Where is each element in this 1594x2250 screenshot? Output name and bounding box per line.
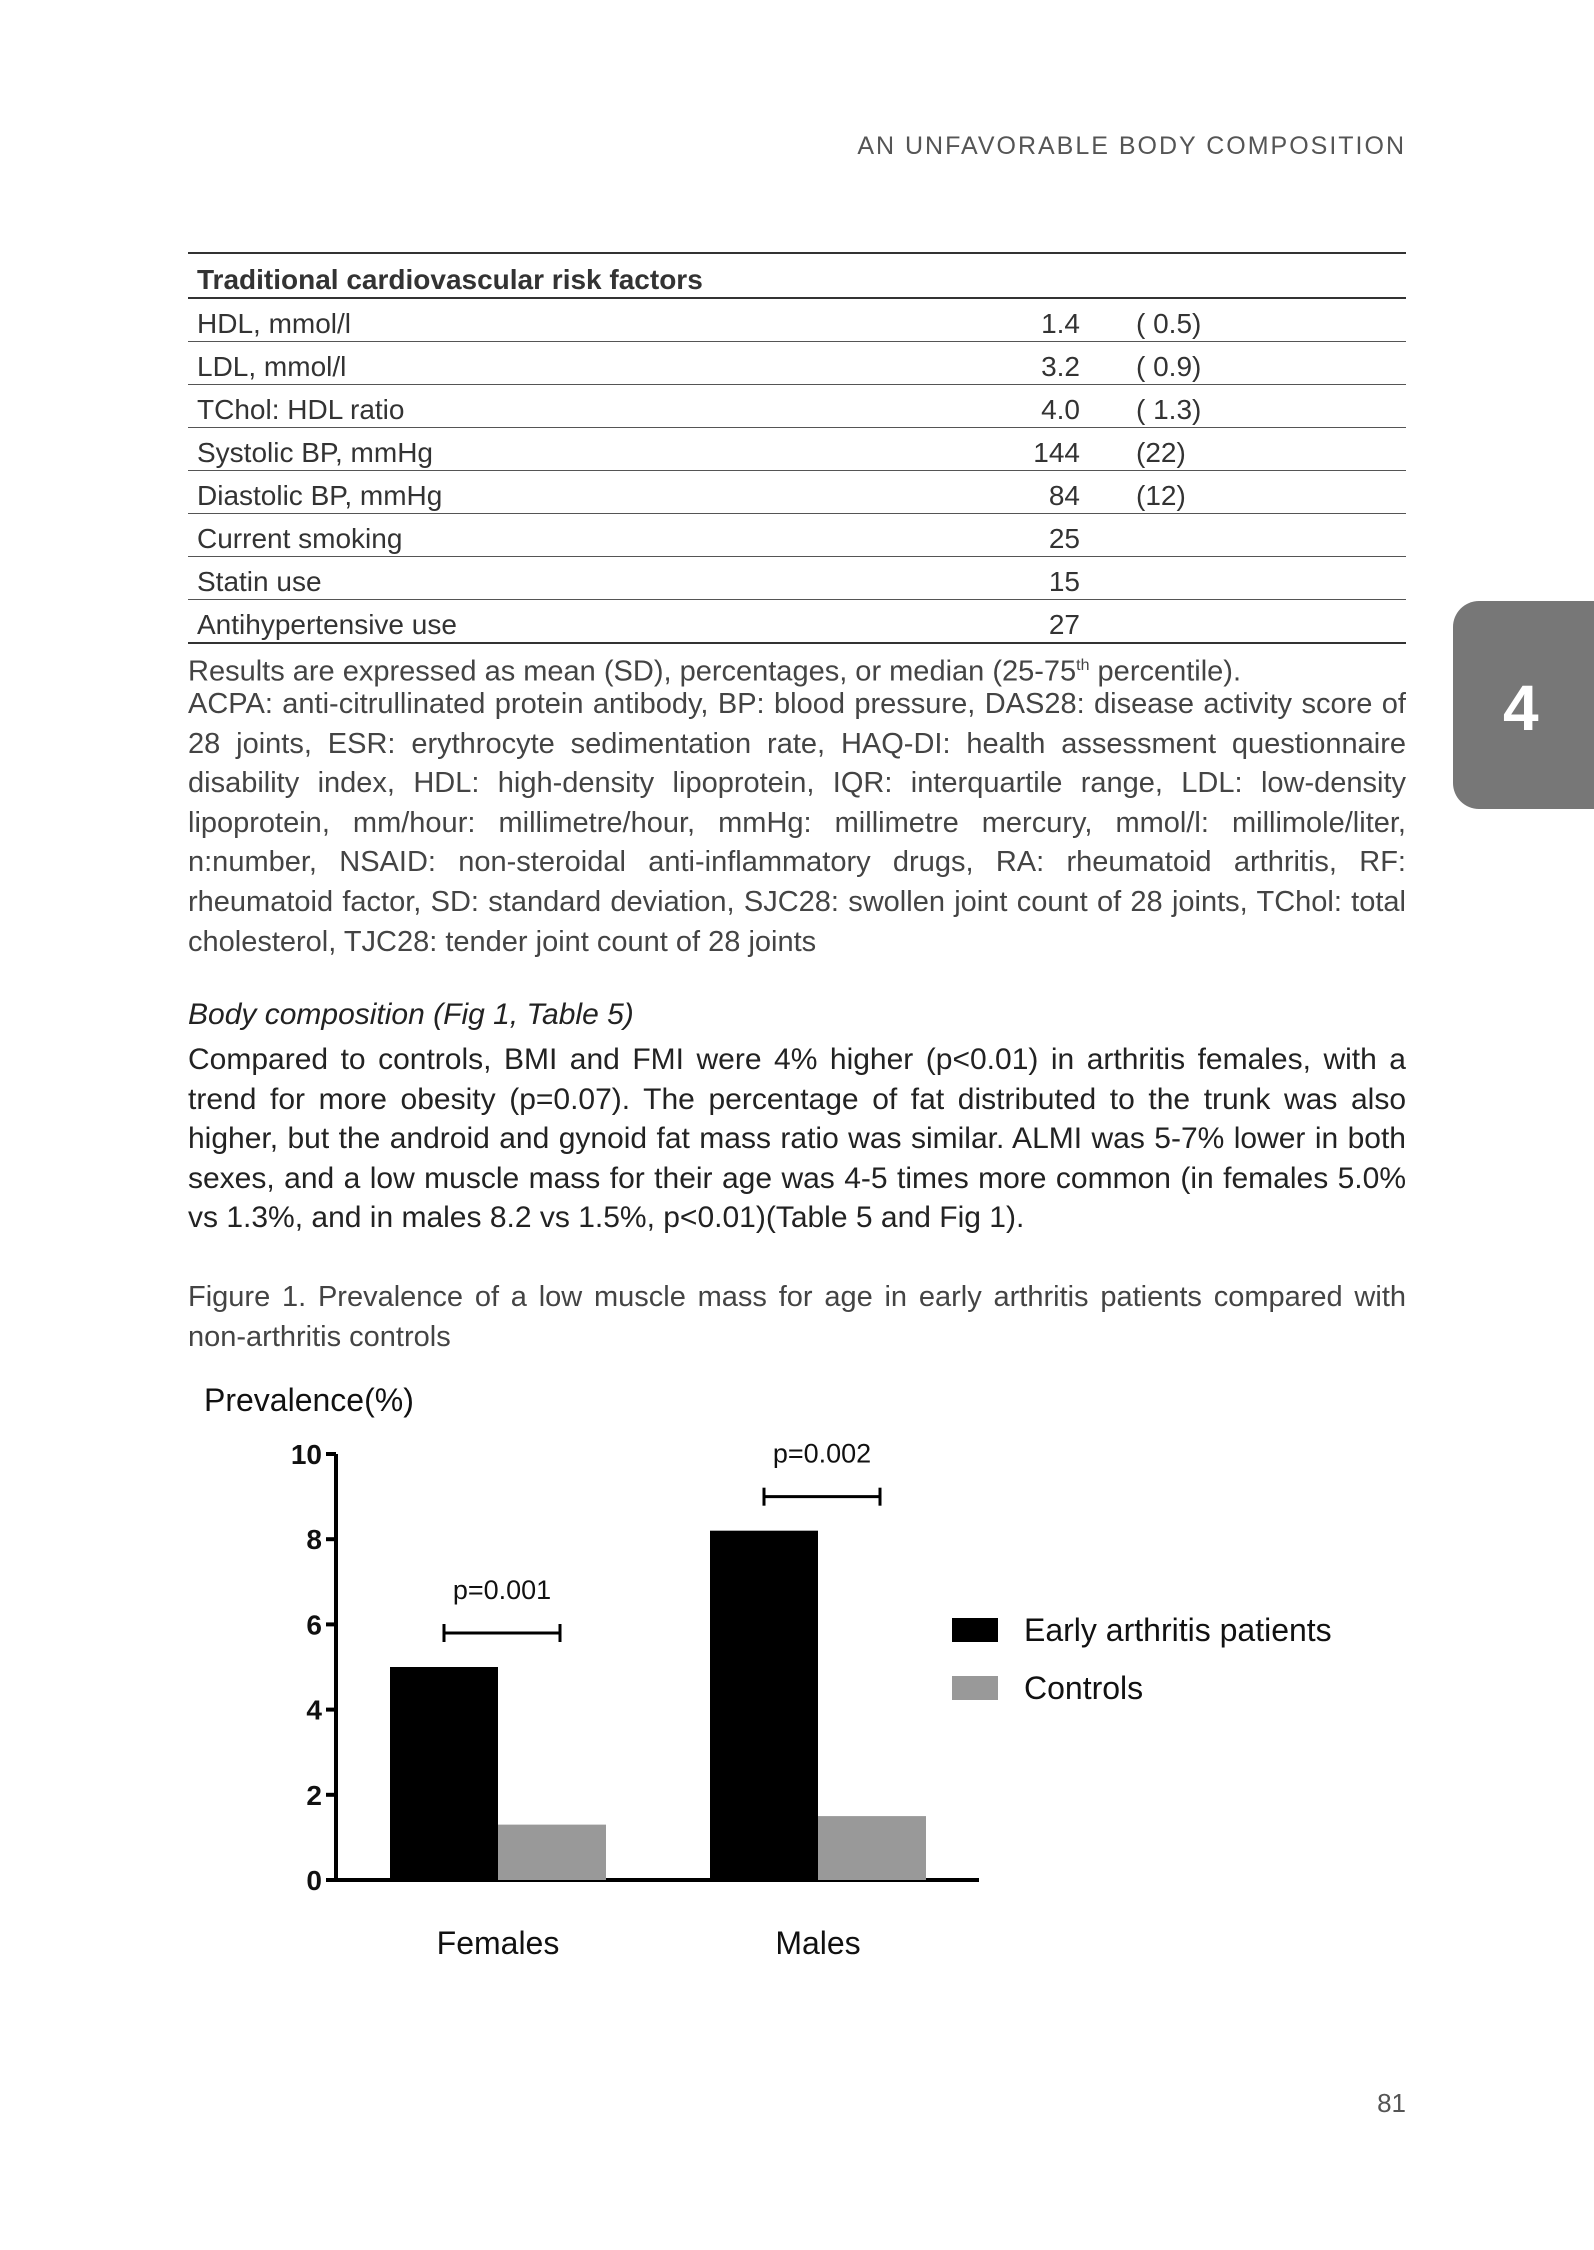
table-row <box>188 342 1406 385</box>
section-body: Compared to controls, BMI and FMI were 4% higher (p<0.01) in arthritis females, with a trend for more obesity (p=0.07). The percentage of fat distributed to the trunk was also higher, but the android and gynoid fat mass ratio was similar. ALMI was 5-7% lower in both sexes, and a low muscle mass for their age was 4-5 times more common (in females 5.0% vs 1.3%, and in males 8.2 vs 1.5%, p<0.01)(Table 5 and Fig 1). <box>188 1043 1406 1235</box>
bar-females-controls <box>498 1825 606 1880</box>
row-value: 15 <box>990 557 1080 600</box>
row-sd: ( 0.5) <box>1080 298 1406 342</box>
bar-males-controls <box>818 1816 926 1880</box>
row-sd <box>1080 600 1406 644</box>
table-row <box>188 385 1406 428</box>
section-title: Traditional cardiovascular risk factors <box>188 253 990 298</box>
chapter-tab <box>1453 601 1594 809</box>
y-tick-label: 4 <box>306 1694 322 1726</box>
table-row <box>188 298 1406 342</box>
x-category-label: Females <box>436 1925 560 1961</box>
row-value: 144 <box>990 428 1080 471</box>
results-note: Results are expressed as mean (SD), percentages, or median (25-75th percentile). <box>188 655 1242 688</box>
row-value: 84 <box>990 471 1080 514</box>
y-tick-label: 0 <box>306 1865 322 1896</box>
row-label: Antihypertensive use <box>188 600 990 644</box>
row-label: Systolic BP, mmHg <box>188 428 990 471</box>
running-header: AN UNFAVORABLE BODY COMPOSITION <box>857 132 1406 160</box>
row-value: 1.4 <box>990 298 1080 342</box>
chapter-number: 4 <box>1503 672 1539 744</box>
row-sd <box>1080 514 1406 557</box>
table-row <box>188 557 1406 600</box>
section-heading: Body composition (Fig 1, Table 5) <box>188 998 634 1031</box>
table-section-header <box>188 253 1406 298</box>
y-tick-label: 6 <box>306 1609 322 1641</box>
legend-label: Early arthritis patients <box>1024 1612 1332 1648</box>
row-label: Statin use <box>188 557 990 600</box>
bar-males-patients <box>710 1531 818 1880</box>
row-value: 27 <box>990 600 1080 644</box>
row-value: 25 <box>990 514 1080 557</box>
y-tick-label: 10 <box>290 1439 322 1470</box>
page-number: 81 <box>1377 2088 1406 2118</box>
legend-swatch <box>952 1618 998 1642</box>
p-value-label: p=0.002 <box>772 1438 872 1469</box>
row-label: HDL, mmol/l <box>188 298 990 342</box>
figure-caption: Figure 1. Prevalence of a low muscle mass for age in early arthritis patients compared with non-arthritis controls <box>188 1281 1406 1353</box>
y-tick-label: 8 <box>306 1524 322 1556</box>
row-value: 3.2 <box>990 342 1080 385</box>
x-category-label: Males <box>775 1925 861 1961</box>
risk-factor-table <box>188 252 1406 644</box>
row-sd: ( 1.3) <box>1080 385 1406 428</box>
table-row <box>188 600 1406 644</box>
table-row <box>188 514 1406 557</box>
row-sd: (22) <box>1080 428 1406 471</box>
row-label: Current smoking <box>188 514 990 557</box>
row-label: TChol: HDL ratio <box>188 385 990 428</box>
bar-females-patients <box>390 1667 498 1880</box>
prevalence-bar-chart <box>150 1375 1410 1975</box>
table-row <box>188 428 1406 471</box>
legend-swatch <box>952 1676 998 1700</box>
row-sd: ( 0.9) <box>1080 342 1406 385</box>
row-label: Diastolic BP, mmHg <box>188 471 990 514</box>
table-row <box>188 471 1406 514</box>
abbreviations-note: ACPA: anti-citrullinated protein antibody, BP: blood pressure, DAS28: disease activity score of 28 joints, ESR: erythrocyte sedimentation rate, HAQ-DI: health assessment questionnaire disability index, HDL: high-density lipoprotein, IQR: interquartile range, LDL: low-density lipoprotein, mm/hour: millimetre/hour, mmHg: millimetre mercury, mmol/l: millimole/liter, n:number, NSAID: non-steroidal anti-inflammatory drugs, RA: rheumatoid arthritis, RF: rheumatoid factor, SD: standard deviation, SJC28: swollen joint count of 28 joints, TChol: total cholesterol, TJC28: tender joint count of 28 joints <box>188 688 1406 958</box>
row-sd: (12) <box>1080 471 1406 514</box>
p-value-label: p=0.001 <box>452 1575 552 1605</box>
y-tick-label: 2 <box>306 1779 322 1811</box>
row-value: 4.0 <box>990 385 1080 428</box>
row-sd <box>1080 557 1406 600</box>
row-label: LDL, mmol/l <box>188 342 990 385</box>
y-axis-label: Prevalence(%) <box>204 1382 414 1418</box>
legend-label: Controls <box>1024 1670 1144 1706</box>
